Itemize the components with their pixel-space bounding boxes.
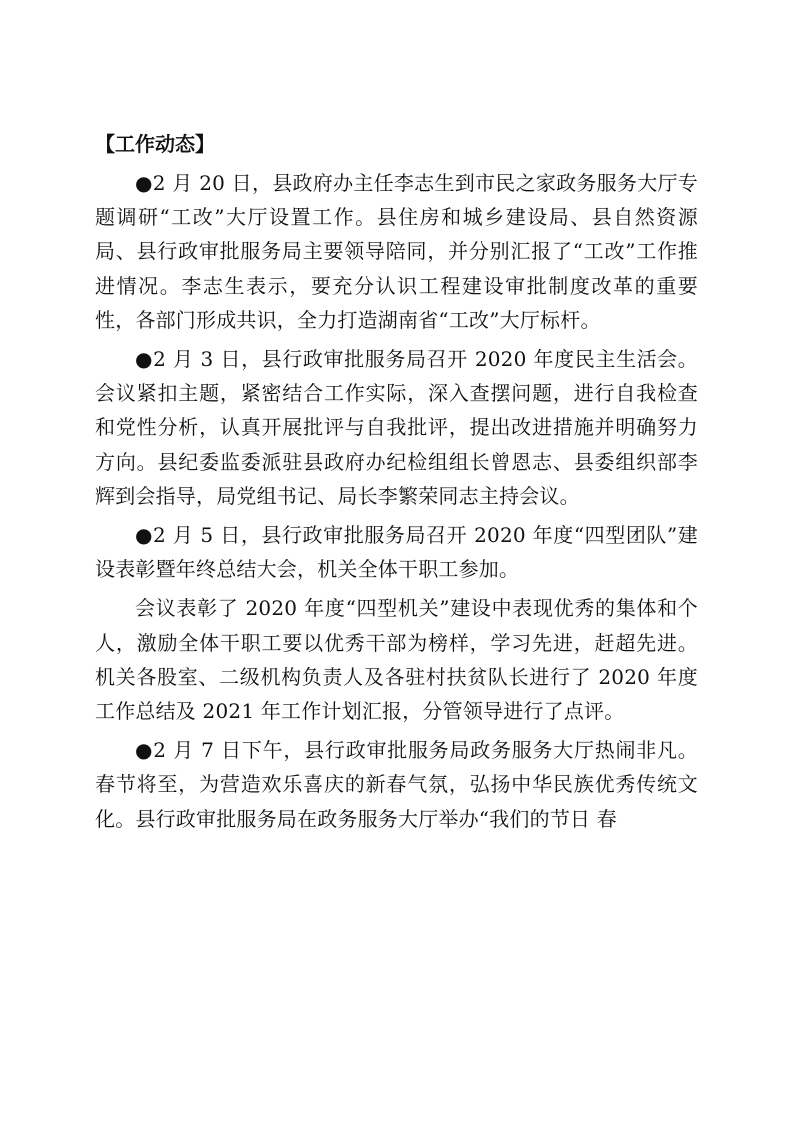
news-paragraph: 会议表彰了 2020 年度“四型机关”建设中表现优秀的集体和个人，激励全体干职工要以优秀干部为榜样，学习先进，赶超先进。机关各股室、二级机构负责人及各驻村扶贫队长进行了 2020 年度工作总结及 2021 年工作计划汇报，分管领导进行了点评。 — [95, 596, 698, 724]
news-paragraph: ●2 月 7 日下午，县行政审批服务局政务服务大厅热闹非凡。春节将至，为营造欢乐喜庆的新春气氛，弘扬中华民族优秀传统文化。县行政审批服务局在政务服务大厅举办“我们的节日 春 — [95, 738, 698, 831]
news-paragraph: ●2 月 20 日，县政府办主任李志生到市民之家政务服务大厅专题调研“工改”大厅设置工作。县住房和城乡建设局、县自然资源局、县行政审批服务局主要领导陪同，并分别汇报了“工改”工作推进情况。李志生表示，要充分认识工程建设审批制度改革的重要性，各部门形成共识，全力打造湖南省“工改”大厅标杆。 — [95, 171, 698, 332]
document-page — [95, 126, 698, 836]
section-title: 【工作动态】 — [95, 132, 215, 156]
news-paragraph: ●2 月 5 日，县行政审批服务局召开 2020 年度“四型团队”建设表彰暨年终总结大会，机关全体干职工参加。 — [95, 523, 698, 582]
news-paragraph: ●2 月 3 日，县行政审批服务局召开 2020 年度民主生活会。会议紧扣主题，紧密结合工作实际，深入查摆问题，进行自我检查和党性分析，认真开展批评与自我批评，提出改进措施并明确努力方向。县纪委监委派驻县政府办纪检组组长曾恩志、县委组织部李辉到会指导，局党组书记、局长李繁荣同志主持会议。 — [95, 347, 698, 508]
